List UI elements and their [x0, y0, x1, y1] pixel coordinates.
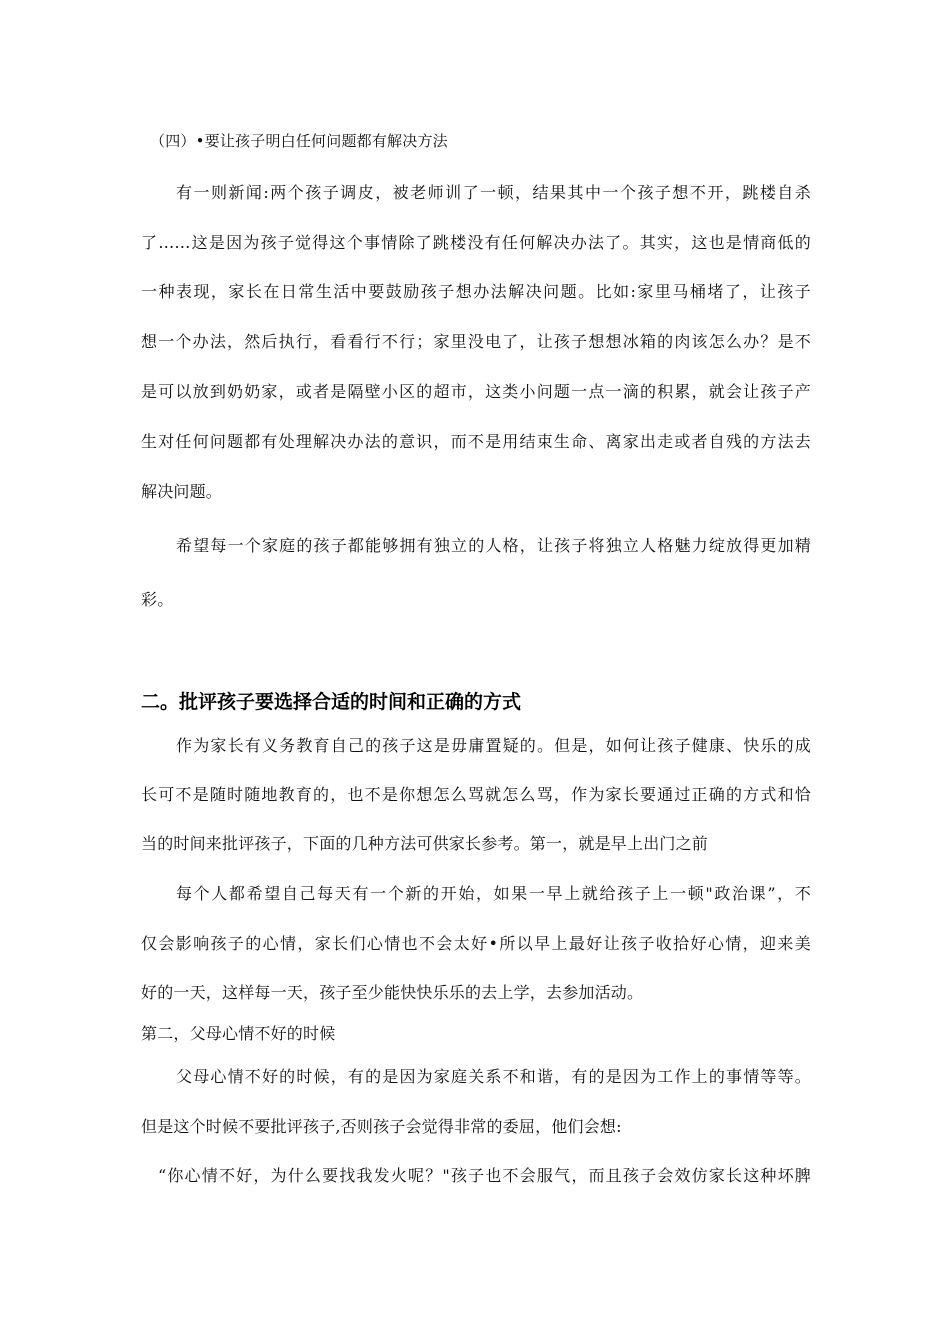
paragraph-line: 一种表现，家长在日常生活中要鼓励孩子想办法解决问题。比如:家里马桶堵了，让孩子	[141, 282, 811, 301]
paragraph-line: 好的一天，这样每一天，孩子至少能快快乐乐的去上学，去参加活动。	[141, 983, 644, 1002]
paragraph-line: 长可不是随时随地教育的，也不是你想怎么骂就怎么骂，作为家长要通过正确的方式和恰	[141, 785, 811, 804]
paragraph-line: 仅会影响孩子的心情，家长们心情也不会太好•所以早上最好让孩子收拾好心情，迎来美	[141, 934, 811, 953]
paragraph-line: 了……这是因为孩子觉得这个事情除了跳楼没有任何解决办法了。其实，这也是情商低的	[141, 233, 811, 252]
section-4-title: （四）•要让孩子明白任何问题都有解决方法	[150, 132, 448, 150]
paragraph-line: 解决问题。	[141, 482, 223, 501]
paragraph-line: 希望每一个家庭的孩子都能够拥有独立的人格，让孩子将独立人格魅力绽放得更加精	[176, 536, 811, 555]
paragraph-line: 是可以放到奶奶家，或者是隔壁小区的超市，这类小问题一点一滴的积累，就会让孩子产	[141, 382, 811, 401]
paragraph-line: 有一则新闻:两个孩子调皮，被老师训了一顿，结果其中一个孩子想不开，跳楼自杀	[176, 183, 811, 202]
paragraph-line: 想一个办法，然后执行，看看行不行；家里没电了，让孩子想想冰箱的肉该怎么办？是不	[141, 332, 811, 351]
paragraph-line: 每个人都希望自己每天有一个新的开始，如果一早上就给孩子上一顿"政治课”，不	[176, 884, 811, 903]
paragraph-line: 生对任何问题都有处理解决办法的意识，而不是用结束生命、离家出走或者自残的方法去	[141, 432, 811, 451]
paragraph-line: “你心情不好，为什么要找我发火呢？"孩子也不会服气，而且孩子会效仿家长这种坏脾	[158, 1166, 811, 1185]
paragraph-line: 当的时间来批评孩子，下面的几种方法可供家长参考。第一，就是早上出门之前	[141, 834, 709, 853]
paragraph-line: 但是这个时候不要批评孩子,否则孩子会觉得非常的委屈，他们会想:	[141, 1117, 622, 1136]
paragraph-line: 彩。	[141, 590, 174, 609]
section-2-subheading: 第二，父母心情不好的时候	[141, 1024, 336, 1043]
paragraph-line: 作为家长有义务教育自己的孩子这是毋庸置疑的。但是，如何让孩子健康、快乐的成	[176, 736, 811, 755]
section-2-heading: 二。批评孩子要选择合适的时间和正确的方式	[141, 691, 522, 713]
paragraph-line: 父母心情不好的时候，有的是因为家庭关系不和谐，有的是因为工作上的事情等等。	[176, 1067, 811, 1086]
